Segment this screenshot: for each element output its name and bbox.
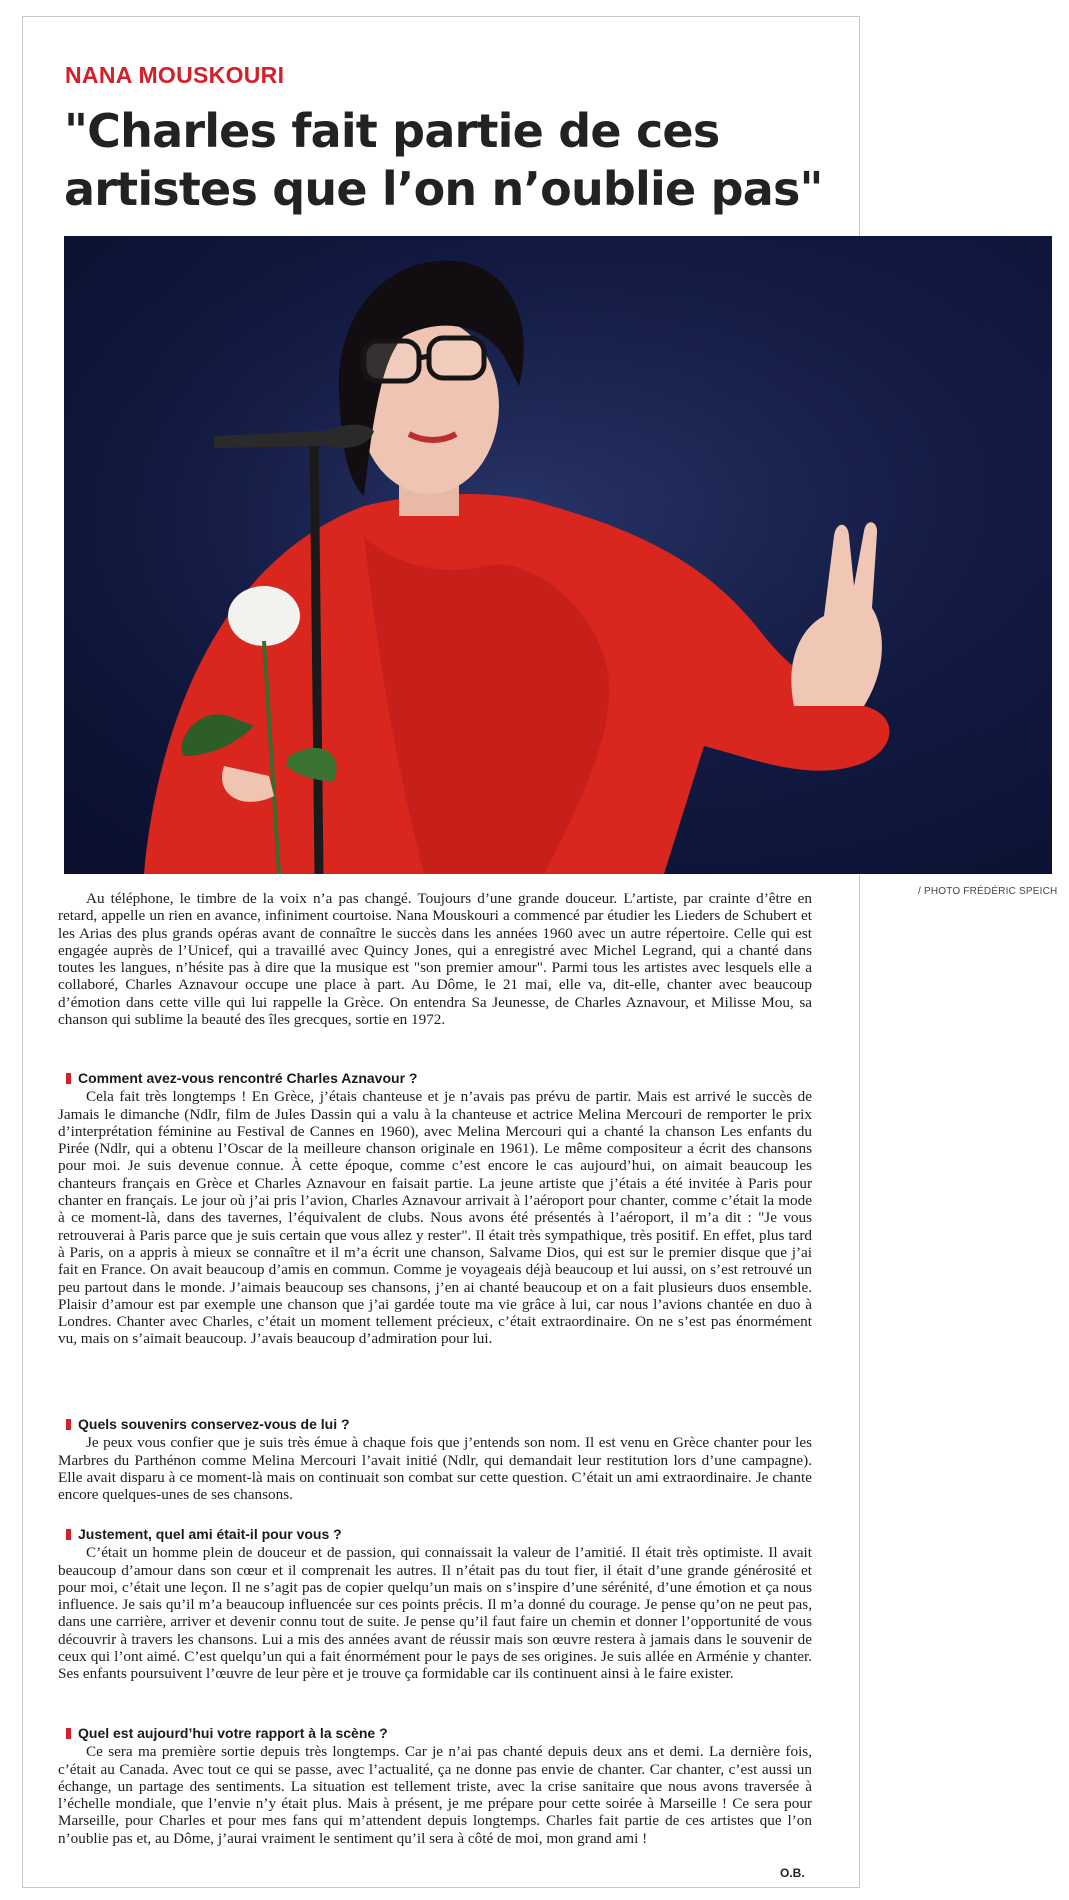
answer-2: Je peux vous confier que je suis très émue à chaque fois que j’entends son nom. Il est venu en Grèce chanter pour les Marbres du Parthénon comme Melina Mercouri l’avait initié (Ndlr, qui demandait leur restitution lors d’une campagne). Elle avait disparu à ce moment-là mais on continuait son combat sur cette question. C’était un ami extraordinaire. Je chante encore quelques-unes de ses chansons. bbox=[58, 1434, 812, 1504]
question-1: Comment avez-vous rencontré Charles Aznavour ? bbox=[78, 1070, 812, 1087]
answer-1: Cela fait très longtemps ! En Grèce, j’étais chanteuse et je n’avais pas prévu de partir. Mais est arrivé le succès de Jamais le dimanche (Ndlr, film de Jules Dassin qui a valu à la chanteuse et actrice Melina Mercouri de remporter le prix d’interprétation féminine au Festival de Cannes en 1960), avec Melina Mercouri qui a chanté la chanson Les enfants du Pirée (Ndlr, qui a obtenu l’Oscar de la meilleure chanson originale en 1961). Le même compositeur a écrit des chansons pour moi. Je suis devenue connue. À cette époque, comme c’est encore le cas aujourd’hui, on aimait beaucoup les chanteurs français en Grèce et Charles Aznavour en faisait partie. La jeune artiste que j’étais a été invitée à Paris pour chanter en français. Le jour où j’ai pris l’avion, Charles Aznavour arrivait à l’aéroport pour chanter, comme c’était la mode à ce moment-là, dans des tavernes, l’équivalent de clubs. Nous avons été présentés à l’aéroport, il m’a dit : "Je vous retrouverai à Paris parce que je suis certain que vous allez y rester". Il était très sympathique, très positif. En effet, plus tard à Paris, on a appris à mieux se connaître et il m’a écrit une chanson, Salvame Dios, qui est sur le premier disque que j’ai fait en France. On avait beaucoup d’amis en commun. Comme je voyageais déjà beaucoup et lui aussi, on s’est retrouvé un peu partout dans le monde. J’aimais beaucoup ses chansons, j’en ai chanté beaucoup et on a fait plusieurs duos ensemble. Plaisir d’amour est par exemple une chanson que j’ai gardée toute ma vie grâce à lui, car nous l’avions chantée en duo à Londres. Chanter avec Charles, c’était un moment tellement précieux, c’était extraordinaire. On ne s’est pas énormément vu, mais on s’aimait beaucoup. J’avais beaucoup d’admiration pour lui. bbox=[58, 1088, 812, 1348]
qa-block-1 bbox=[58, 1070, 812, 1348]
article-intro bbox=[58, 890, 812, 1028]
answer-4: Ce sera ma première sortie depuis très longtemps. Car je n’ai pas chanté depuis deux ans et demi. La dernière fois, c’était au Canada. Avec tout ce qui se passe, avec l’actualité, ça ne donne pas envie de chanter. Car chanter, c’est aussi un échange, un partage des sentiments. La situation est tellement triste, avec la crise sanitaire que nous avons traversée à l’échelle mondiale, que l’envie n’y était plus. Mais à présent, je me prépare pour cette soirée à Marseille ! Ce sera pour Marseille, pour Charles et pour mes fans qui m’attendent depuis longtemps. Charles fait partie de ces artistes que l’on n’oublie pas et, au Dôme, j’aurai vraiment le sentiment qu’il sera à côté de moi, mon grand ami ! bbox=[58, 1743, 812, 1847]
question-3: Justement, quel ami était-il pour vous ? bbox=[78, 1526, 812, 1543]
intro-paragraph: Au téléphone, le timbre de la voix n’a pas changé. Toujours d’une grande douceur. L’artiste, par crainte d’être en retard, appelle un rien en avance, infiniment courtoise. Nana Mouskouri a commencé par étudier les Lieders de Schubert et les Arias des plus grands opéras avant de connaître le succès dans les années 1960 avec un autre répertoire. Celle qui est engagée auprès de l’Unicef, qui a travaillé avec Quincy Jones, qui a enregistré avec Michel Legrand, qui a chanté dans toutes les langues, n’hésite pas à dire que la musique est "son premier amour". Parmi tous les artistes avec lesquels elle a collaboré, Charles Aznavour occupe une place à part. Au Dôme, le 21 mai, elle va, dit-elle, chanter avec beaucoup d’émotion dans cette ville qui lui rappelle la Grèce. On entendra Sa Jeunesse, de Charles Aznavour, et Milisse Mou, sa chanson qui sublime la beauté des îles grecques, sortie en 1972. bbox=[58, 890, 812, 1029]
white-rose bbox=[228, 586, 300, 646]
question-2: Quels souvenirs conservez-vous de lui ? bbox=[78, 1416, 812, 1433]
answer-3: C’était un homme plein de douceur et de passion, qui connaissait la valeur de l’amitié. Il était très optimiste. Il avait beaucoup d’amour dans son cœur et il comprenait les autres. Il n’était pas du tout fier, il était d’une grande générosité et pour moi, c’était une leçon. Il ne s’agit pas de copier quelqu’un mais on s’inspire d’une sérénité, d’une émotion et ça nous influence. Je sais qu’il m’a beaucoup influencée sur ces points précis. Il m’a donné du courage. Je pense qu’on ne peut pas, dans une carrière, arriver et devenir connu tout de suite. Je pense qu’il faut faire un chemin et donner l’opportunité de vous découvrir à travers les chansons. Lui a mis des années avant de réussir mais son œuvre restera à jamais dans le souvenir de ceux qui l’ont aimé. C’est quelqu’un qui a fait énormément pour le pays de ses origines. Je suis allée en Arménie y chanter. Ses enfants poursuivent l’œuvre de leur père et je trouve ça formidable car ils continuent ainsi à le faire exister. bbox=[58, 1544, 812, 1683]
qa-block-2 bbox=[58, 1416, 812, 1503]
question-4: Quel est aujourd’hui votre rapport à la scène ? bbox=[78, 1725, 812, 1742]
concert-photo bbox=[64, 236, 1052, 874]
singer-illustration bbox=[64, 236, 1052, 874]
qa-block-3 bbox=[58, 1526, 812, 1683]
author-signature: O.B. bbox=[780, 1866, 805, 1880]
microphone-stand bbox=[314, 436, 319, 874]
qa-block-4 bbox=[58, 1725, 812, 1847]
article-kicker: NANA MOUSKOURI bbox=[65, 62, 285, 88]
photo-credit: / PHOTO FRÉDÉRIC SPEICH bbox=[918, 886, 1058, 897]
article-headline: "Charles fait partie de ces artistes que l’on n’oublie pas" bbox=[64, 104, 823, 216]
